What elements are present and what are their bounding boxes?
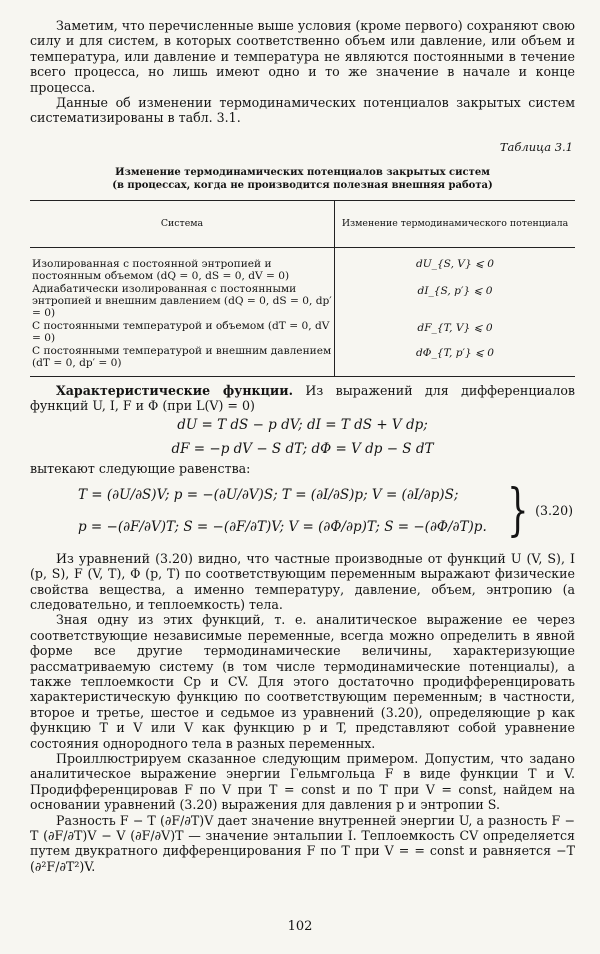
table-cell-system: С постоянными температурой и внешним давлением (dT = 0, dp′ = 0) [30, 345, 335, 376]
intro-paragraph-2: Данные об изменении термодинамических потенциалов закрытых систем систематизированы в табл. 3.1. [30, 95, 575, 126]
table-row [30, 320, 575, 345]
body-paragraph-1: Из уравнений (3.20) видно, что частные производные от функций U (V, S), I (p, S), F (V, T), Φ (p, T) по соответствующим переменным выражают физические свойства вещества, а именно температуру, давление, объем, энтропию (а следовательно, и теплоемкость) тела. [30, 550, 575, 612]
equation-line-2: dF = −p dV − S dT; dΦ = V dp − S dT [171, 441, 434, 458]
equation-system-line-2: p = −(∂F/∂V)T; S = −(∂F/∂T)V; V = (∂Φ/∂p)T; S = −(∂Φ/∂T)p. [78, 518, 487, 535]
body-paragraph-3: Проиллюстрируем сказанное следующим примером. Допустим, что задано аналитическое выражение энергии Гельмгольца F в виде функции T и V. Продифференцировав F по V при T = const и по T при V = const, найдем на основании уравнений (3.20) выражения для давления p и энтропии S. [30, 751, 575, 813]
page-content [30, 18, 575, 874]
page-number: 102 [287, 919, 313, 934]
table-title-line-1: Изменение термодинамических потенциалов закрытых систем [115, 166, 490, 178]
table-title [30, 166, 575, 192]
body-paragraph-2: Зная одну из этих функций, т. е. аналитическое выражение ее через соответствующие независимые переменные, всегда можно определить в явной форме все другие термодинамические величины, характеризующие рассматриваемую систему (в том числе термодинамические потенциалы), а также теплоемкости Cp и CV. Для этого достаточно продифференцировать характеристическую функцию по соответствующим переменным; в частности, второе и третье, шестое и седьмое из уравнений (3.20), определяющие p как функцию T и V или V как функцию p и T, представляют собой уравнение состояния однородного тела в разных переменных. [30, 612, 575, 751]
table-cell-system: Изолированная с постоянной энтропией и постоянным объемом (dQ = 0, dS = 0, dV = 0) [32, 257, 290, 283]
table-row [30, 283, 575, 320]
table-cell-change: dU_{S, V} ⩽ 0 [335, 247, 576, 282]
table-cell-change: dΦ_{T, p′} ⩽ 0 [335, 345, 576, 376]
table-header-system: Система [30, 200, 335, 247]
table-header-change: Изменение термодинамического потенциала [335, 200, 576, 247]
equation-system-3-20 [30, 477, 575, 551]
equation-number: (3.20) [535, 502, 573, 518]
characteristic-functions-paragraph [30, 383, 575, 414]
table-cell-system: Адиабатически изолированная с постоянными энтропией и внешним давлением (dQ = 0, dS = 0, dp′ = 0) [32, 282, 332, 320]
table-cell-change: dI_{S, p′} ⩽ 0 [335, 283, 576, 320]
table-number: Таблица 3.1 [499, 139, 573, 154]
section-heading: Характеристические функции. [56, 382, 294, 398]
equation-line-1: dU = T dS − p dV; dI = T dS + V dp; [177, 417, 428, 434]
table-row [30, 345, 575, 376]
follow-text: вытекают следующие равенства: [30, 461, 251, 477]
section-text: Из выражений для дифференциалов функций U, I, F и Φ (при L(V) = 0) [30, 382, 575, 413]
table-cell-change: dF_{T, V} ⩽ 0 [335, 320, 576, 345]
table-row [30, 247, 575, 282]
table-3-1 [30, 200, 575, 377]
table-cell-system: С постоянными температурой и объемом (dT = 0, dV = 0) [32, 319, 330, 345]
equation-system-line-1: T = (∂U/∂S)V; p = −(∂U/∂V)S; T = (∂I/∂S)p; V = (∂I/∂p)S; [78, 486, 459, 503]
right-brace-icon: } [507, 477, 529, 543]
table-title-line-2: (в процессах, когда не производится полезная внешняя работа) [112, 179, 493, 191]
body-paragraph-4: Разность F − T (∂F/∂T)V дает значение внутренней энергии U, а разность F − T (∂F/∂T)V − V (∂F/∂V)T — значение энтальпии I. Теплоемкость CV определяется путем двукратного дифференцирования F по T при V = = const и равняется −T (∂²F/∂T²)V. [30, 812, 575, 874]
intro-paragraph-1: Заметим, что перечисленные выше условия (кроме первого) сохраняют свою силу и для систем, в которых соответственно объем или давление, или объем и температура, или давление и температура не являются постоянными в течение всего процесса, но лишь имеют одно и то же значение в начале и конце процесса. [30, 18, 575, 95]
